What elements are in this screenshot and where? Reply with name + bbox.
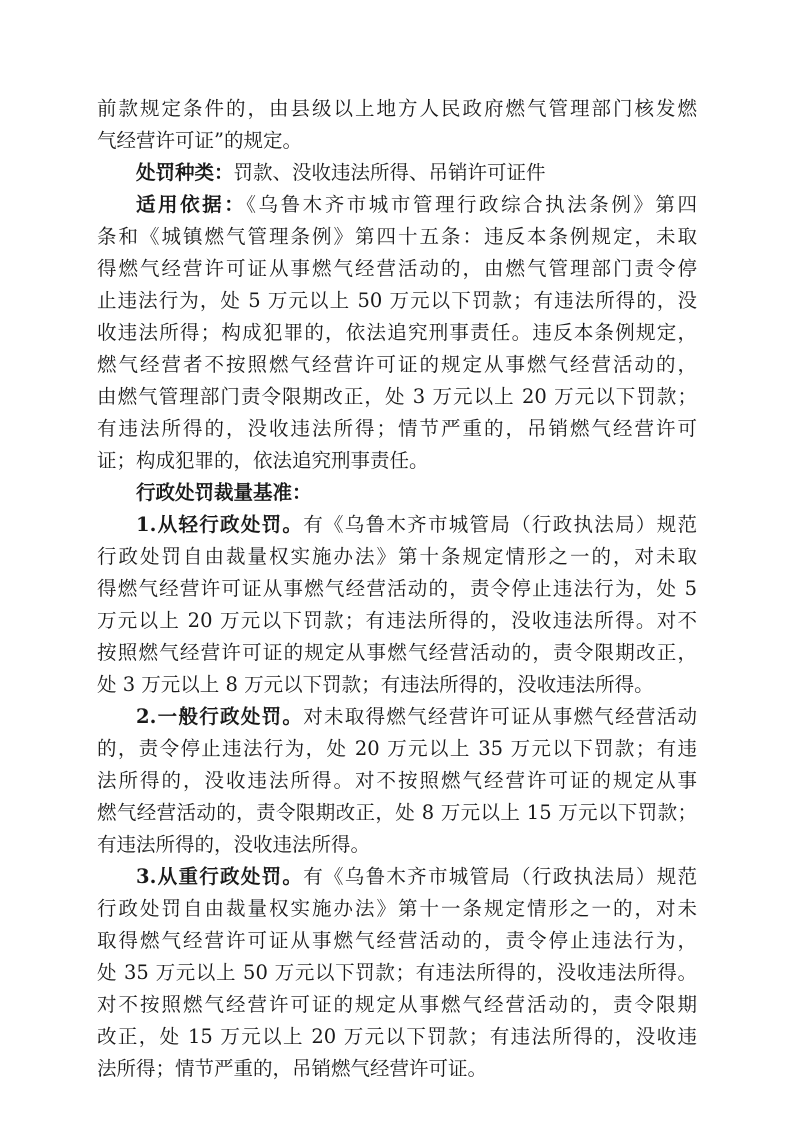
document-body	[97, 93, 697, 1085]
body-text: 证；构成犯罪的，依法追究刑事责任。	[97, 449, 429, 472]
text-line	[97, 253, 697, 285]
text-line	[97, 381, 697, 413]
body-text: 燃气经营者不按照燃气经营许可证的规定从事燃气经营活动的，	[97, 353, 697, 376]
body-text: 处 35 万元以上 50 万元以下罚款；有违法所得的，没收违法所得。	[97, 961, 697, 984]
text-line	[97, 509, 697, 541]
body-text: 法所得的，没收违法所得。对不按照燃气经营许可证的规定从事	[97, 769, 697, 792]
bold-heading-text: 1.从轻行政处罚。	[136, 513, 304, 536]
bold-heading-text: 3.从重行政处罚。	[136, 865, 304, 888]
text-line	[97, 285, 697, 317]
text-line	[97, 925, 697, 957]
body-text: 有违法所得的，没收违法所得。	[97, 833, 371, 856]
text-line	[97, 957, 697, 989]
body-text: 万元以上 20 万元以下罚款；有违法所得的，没收违法所得。对不	[97, 609, 697, 632]
bold-heading-text: 行政处罚裁量基准：	[136, 481, 312, 504]
text-line	[97, 797, 697, 829]
body-text: 法所得；情节严重的，吊销燃气经营许可证。	[97, 1057, 488, 1080]
text-line	[97, 765, 697, 797]
text-line	[97, 445, 697, 477]
body-text: 行政处罚自由裁量权实施办法》第十一条规定情形之一的，对未	[97, 897, 697, 920]
body-text: 气经营许可证”的规定。	[97, 129, 302, 152]
text-line	[97, 829, 697, 861]
body-text: 止违法行为，处 5 万元以上 50 万元以下罚款；有违法所得的，没	[97, 289, 697, 312]
text-line	[97, 989, 697, 1021]
text-line	[97, 1053, 697, 1085]
text-line	[97, 541, 697, 573]
text-line	[97, 573, 697, 605]
body-text: 由燃气管理部门责令限期改正，处 3 万元以上 20 万元以下罚款；	[97, 385, 697, 408]
body-text: 对不按照燃气经营许可证的规定从事燃气经营活动的，责令限期	[97, 993, 697, 1016]
bold-heading-text: 适用依据：	[136, 193, 247, 216]
text-line	[97, 861, 697, 893]
bold-heading-text: 处罚种类：	[136, 161, 234, 184]
body-text: 取得燃气经营许可证从事燃气经营活动的，责令停止违法行为，	[97, 929, 697, 952]
text-line	[97, 605, 697, 637]
body-text: 处 3 万元以上 8 万元以下罚款；有违法所得的，没收违法所得。	[97, 673, 654, 696]
text-line	[97, 637, 697, 669]
text-line	[97, 317, 697, 349]
body-text: 按照燃气经营许可证的规定从事燃气经营活动的，责令限期改正，	[97, 641, 697, 664]
body-text: 对未取得燃气经营许可证从事燃气经营活动	[303, 705, 697, 728]
body-text: 收违法所得；构成犯罪的，依法追究刑事责任。违反本条例规定，	[97, 321, 697, 344]
text-line	[97, 477, 697, 509]
text-line	[97, 733, 697, 765]
text-line	[97, 701, 697, 733]
body-text: 的，责令停止违法行为，处 20 万元以上 35 万元以下罚款；有违	[97, 737, 697, 760]
body-text: 得燃气经营许可证从事燃气经营活动的，由燃气管理部门责令停	[97, 257, 697, 280]
body-text: 有《乌鲁木齐市城管局（行政执法局）规范	[303, 513, 697, 536]
text-line	[97, 669, 697, 701]
body-text: 《乌鲁木齐市城市管理行政综合执法条例》第四	[246, 193, 697, 216]
text-line	[97, 349, 697, 381]
text-line	[97, 413, 697, 445]
body-text: 有《乌鲁木齐市城管局（行政执法局）规范	[303, 865, 697, 888]
text-line	[97, 125, 697, 157]
body-text: 得燃气经营许可证从事燃气经营活动的，责令停止违法行为，处 5	[97, 577, 697, 600]
bold-heading-text: 2.一般行政处罚。	[136, 705, 304, 728]
body-text: 前款规定条件的，由县级以上地方人民政府燃气管理部门核发燃	[97, 97, 697, 120]
body-text: 罚款、没收违法所得、吊销许可证件	[233, 161, 546, 184]
text-line	[97, 893, 697, 925]
body-text: 条和《城镇燃气管理条例》第四十五条：违反本条例规定，未取	[97, 225, 697, 248]
text-line	[97, 157, 697, 189]
text-line	[97, 1021, 697, 1053]
text-line	[97, 189, 697, 221]
body-text: 燃气经营活动的，责令限期改正，处 8 万元以上 15 万元以下罚款；	[97, 801, 697, 824]
body-text: 改正，处 15 万元以上 20 万元以下罚款；有违法所得的，没收违	[97, 1025, 697, 1048]
text-line	[97, 93, 697, 125]
body-text: 有违法所得的，没收违法所得；情节严重的，吊销燃气经营许可	[97, 417, 697, 440]
body-text: 行政处罚自由裁量权实施办法》第十条规定情形之一的，对未取	[97, 545, 697, 568]
text-line	[97, 221, 697, 253]
